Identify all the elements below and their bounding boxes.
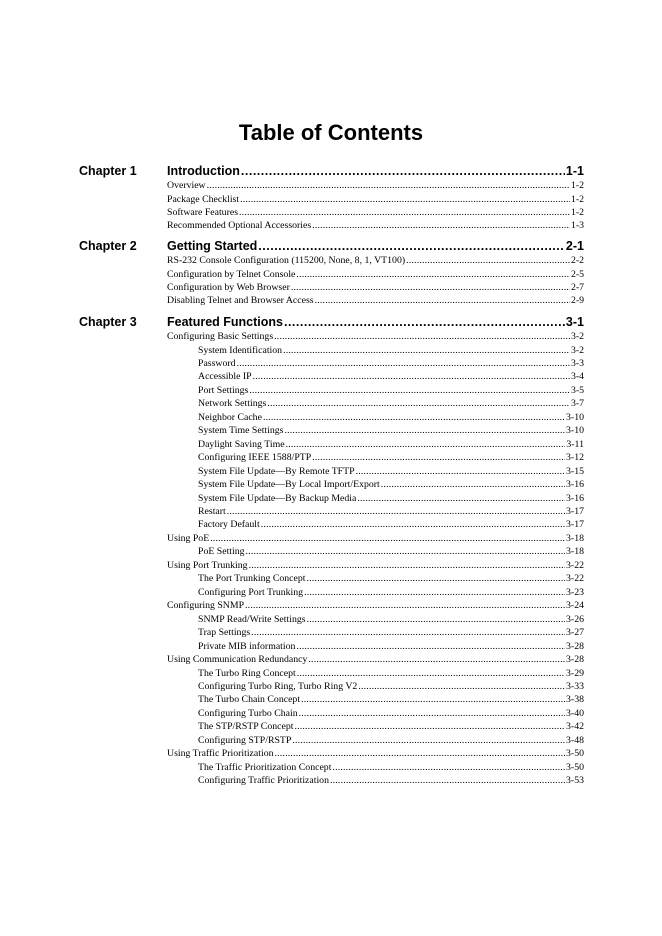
- toc-entry-page: 3-17: [566, 519, 584, 531]
- toc-entry-page: 3-26: [566, 613, 584, 625]
- toc-entry-title: Introduction: [167, 164, 240, 178]
- toc-entry-page: 3-3: [570, 357, 584, 369]
- toc-entry-page: 3-22: [566, 573, 584, 585]
- toc-leader-dots: [241, 163, 565, 179]
- toc-subsection-entry[interactable]: [198, 667, 584, 680]
- toc-section-entry[interactable]: [167, 653, 584, 666]
- toc-leader-dots: [294, 720, 565, 733]
- toc-leader-dots: [253, 370, 570, 383]
- toc-section-entry[interactable]: [167, 330, 584, 343]
- toc-leader-dots: [267, 397, 570, 410]
- toc-entry-title: Port Settings: [198, 384, 249, 396]
- toc-entry-page: 3-53: [566, 775, 584, 787]
- toc-entry-title: Using Port Trunking: [167, 559, 248, 571]
- toc-leader-dots: [210, 532, 565, 545]
- toc-subsection-entry[interactable]: [198, 640, 584, 653]
- toc-entry-title: Configuration by Telnet Console: [167, 268, 296, 280]
- toc-leader-dots: [406, 254, 570, 267]
- toc-leader-dots: [297, 667, 565, 680]
- toc-subsection-entry[interactable]: [198, 720, 584, 733]
- toc-entry-page: 3-16: [566, 479, 584, 491]
- toc-entry-page: 3-17: [566, 506, 584, 517]
- toc-leader-dots: [245, 599, 565, 612]
- toc-section-entry[interactable]: [167, 193, 584, 206]
- toc-subsection-entry[interactable]: [198, 545, 584, 558]
- toc-leader-dots: [246, 545, 565, 558]
- toc-entry-page: 3-28: [566, 640, 584, 652]
- toc-section-entry[interactable]: [167, 532, 584, 545]
- toc-entry-title: System File Update—By Backup Media: [198, 492, 357, 504]
- toc-entry-page: 3-22: [566, 559, 584, 571]
- toc-entry-title: RS-232 Console Configuration (115200, None, 8, 1, VT100): [167, 255, 406, 266]
- toc-entry-page: 3-10: [566, 425, 584, 437]
- toc-entry-page: 3-40: [566, 707, 584, 719]
- toc-entry-page: 1-2: [570, 206, 584, 218]
- toc-entry-title: Overview: [167, 180, 206, 191]
- toc-entry-page: 3-5: [570, 384, 584, 396]
- toc-chapter-entry[interactable]: [167, 238, 584, 254]
- toc-section-entry[interactable]: [167, 254, 584, 267]
- toc-section-entry[interactable]: [167, 206, 584, 219]
- toc-leader-dots: [381, 478, 565, 491]
- toc-leader-dots: [263, 411, 565, 424]
- toc-entry-page: 2-9: [570, 295, 584, 307]
- toc-leader-dots: [358, 680, 565, 693]
- toc-leader-dots: [301, 693, 565, 706]
- toc-subsection-entry[interactable]: [198, 693, 584, 706]
- toc-entry-title: Software Features: [167, 206, 239, 218]
- toc-leader-dots: [274, 330, 570, 343]
- toc-entry-page: 3-28: [566, 654, 584, 665]
- toc-subsection-entry[interactable]: [198, 492, 584, 505]
- toc-entry-page: 3-15: [566, 465, 584, 477]
- toc-entry-page: 3-23: [566, 586, 584, 598]
- toc-entry-title: Package Checklist: [167, 193, 240, 205]
- toc-leader-dots: [286, 438, 566, 451]
- chapter-label: Chapter 2: [79, 239, 137, 253]
- toc-entry-title: Configuring Port Trunking: [198, 586, 304, 598]
- chapter-label: Chapter 1: [79, 164, 137, 178]
- toc-entry-title: Disabling Telnet and Browser Access: [167, 295, 314, 307]
- toc-leader-dots: [251, 626, 565, 639]
- toc-entry-title: Using Traffic Prioritization: [167, 748, 274, 760]
- toc-subsection-entry[interactable]: [198, 626, 584, 639]
- toc-leader-dots: [296, 640, 565, 653]
- toc-subsection-entry[interactable]: [198, 761, 584, 774]
- toc-entry-page: 3-2: [570, 331, 584, 342]
- toc-entry-title: System Identification: [198, 344, 283, 356]
- toc-leader-dots: [227, 505, 565, 518]
- toc-entry-page: 3-24: [566, 600, 584, 612]
- toc-section-entry[interactable]: [167, 294, 584, 307]
- toc-leader-dots: [292, 734, 565, 747]
- toc-entry-title: Password: [198, 357, 236, 369]
- toc-leader-dots: [315, 294, 570, 307]
- toc-leader-dots: [284, 424, 565, 437]
- toc-leader-dots: [357, 492, 565, 505]
- toc-leader-dots: [299, 707, 565, 720]
- toc-entry-page: 3-33: [566, 681, 584, 692]
- toc-entry-title: Configuring Basic Settings: [167, 331, 274, 342]
- toc-entry-page: 3-4: [570, 371, 584, 383]
- toc-entry-title: Configuring IEEE 1588/PTP: [198, 452, 312, 464]
- toc-subsection-entry[interactable]: [198, 613, 584, 626]
- toc-section-entry[interactable]: [167, 559, 584, 572]
- toc-subsection-entry[interactable]: [198, 478, 584, 491]
- toc-entry-page: 1-2: [570, 180, 584, 191]
- toc-subsection-entry[interactable]: [198, 586, 584, 599]
- toc-leader-dots: [239, 206, 570, 219]
- toc-entry-title: Getting Started: [167, 239, 258, 253]
- toc-subsection-entry[interactable]: [198, 707, 584, 720]
- toc-entry-title: The STP/RSTP Concept: [198, 721, 294, 733]
- toc-entry-page: 3-12: [566, 452, 584, 464]
- toc-entry-title: Configuring Turbo Ring, Turbo Ring V2: [198, 681, 358, 692]
- toc-subsection-entry[interactable]: [198, 465, 584, 478]
- toc-subsection-entry[interactable]: [198, 572, 584, 585]
- toc-subsection-entry[interactable]: [198, 397, 584, 410]
- toc-entry-title: Using PoE: [167, 532, 210, 544]
- toc-entry-title: The Turbo Chain Concept: [198, 694, 301, 706]
- toc-entry-title: Configuring SNMP: [167, 600, 245, 612]
- toc-entry-page: 3-1: [565, 315, 584, 329]
- toc-subsection-entry[interactable]: [198, 357, 584, 370]
- toc-subsection-entry[interactable]: [198, 344, 584, 357]
- toc-leader-dots: [275, 747, 566, 760]
- toc-leader-dots: [307, 572, 566, 585]
- toc-leader-dots: [261, 518, 565, 531]
- toc-entry-title: SNMP Read/Write Settings: [198, 613, 306, 625]
- toc-entry-page: 1-1: [565, 164, 584, 178]
- page-title: Table of Contents: [238, 120, 424, 145]
- toc-entry-page: 3-48: [566, 734, 584, 746]
- toc-entry-page: 2-2: [570, 255, 584, 266]
- toc-entry-title: Configuring Turbo Chain: [198, 707, 298, 719]
- toc-entry-title: Configuration by Web Browser: [167, 281, 290, 293]
- toc-subsection-entry[interactable]: [198, 774, 584, 787]
- toc-entry-title: Neighbor Cache: [198, 411, 262, 423]
- toc-subsection-entry[interactable]: [198, 505, 584, 518]
- toc-leader-dots: [240, 193, 570, 206]
- toc-entry-page: 2-7: [570, 281, 584, 293]
- toc-entry-page: 3-10: [566, 411, 584, 423]
- toc-entry-title: The Turbo Ring Concept: [198, 667, 296, 679]
- toc-entry-page: 1-2: [570, 193, 584, 205]
- toc-leader-dots: [312, 451, 565, 464]
- toc-entry-title: Private MIB information: [198, 640, 296, 652]
- toc-entry-title: Recommended Optional Accessories: [167, 220, 312, 232]
- toc-subsection-entry[interactable]: [198, 451, 584, 464]
- toc-entry-title: The Port Trunking Concept: [198, 573, 306, 585]
- toc-section-entry[interactable]: [167, 281, 584, 294]
- toc-entry-page: 3-29: [566, 667, 584, 679]
- toc-section-entry[interactable]: [167, 747, 584, 760]
- toc-entry-page: 3-50: [566, 748, 584, 760]
- toc-section-entry[interactable]: [167, 179, 584, 192]
- toc-leader-dots: [237, 357, 570, 370]
- toc-entry-title: PoE Setting: [198, 546, 245, 558]
- toc-entry-title: Using Communication Redundancy: [167, 654, 308, 665]
- toc-leader-dots: [312, 219, 570, 232]
- toc-leader-dots: [291, 281, 570, 294]
- toc-entry-page: 3-50: [566, 761, 584, 773]
- toc-entry-title: Configuring Traffic Prioritization: [198, 775, 329, 787]
- toc-subsection-entry[interactable]: [198, 680, 584, 693]
- toc-leader-dots: [304, 586, 565, 599]
- toc-leader-dots: [284, 314, 565, 330]
- toc-entry-page: 2-5: [570, 268, 584, 280]
- toc-entry-title: Configuring STP/RSTP: [198, 734, 292, 746]
- toc-leader-dots: [207, 179, 570, 192]
- toc-entry-page: 3-18: [566, 532, 584, 544]
- toc-subsection-entry[interactable]: [198, 438, 584, 451]
- toc-chapter-entry[interactable]: [167, 314, 584, 330]
- toc-entry-page: 3-38: [566, 694, 584, 706]
- toc-entry-title: Trap Settings: [198, 627, 251, 639]
- toc-entry-page: 3-2: [570, 344, 584, 356]
- toc-subsection-entry[interactable]: [198, 424, 584, 437]
- chapter-label: Chapter 3: [79, 315, 137, 329]
- toc-leader-dots: [249, 559, 565, 572]
- toc-entry-title: Featured Functions: [167, 315, 283, 329]
- toc-subsection-entry[interactable]: [198, 384, 584, 397]
- toc-section-entry[interactable]: [167, 219, 584, 232]
- toc-entry-page: 3-16: [566, 492, 584, 504]
- toc-entry-page: 1-3: [570, 220, 584, 232]
- toc-entry-title: System File Update—By Local Import/Export: [198, 479, 380, 491]
- toc-entry-title: System File Update—By Remote TFTP: [198, 465, 355, 477]
- toc-subsection-entry[interactable]: [198, 734, 584, 747]
- toc-entry-title: Network Settings: [198, 398, 267, 410]
- toc-leader-dots: [330, 774, 565, 787]
- toc-subsection-entry[interactable]: [198, 518, 584, 531]
- toc-entry-page: 2-1: [565, 239, 584, 253]
- toc-entry-page: 3-11: [566, 438, 584, 450]
- toc-leader-dots: [258, 238, 565, 254]
- toc-entry-title: Factory Default: [198, 519, 260, 531]
- toc-entry-title: The Traffic Prioritization Concept: [198, 761, 332, 773]
- toc-leader-dots: [356, 465, 565, 478]
- toc-entry-title: Accessible IP: [198, 371, 252, 383]
- toc-section-entry[interactable]: [167, 268, 584, 281]
- toc-chapter-entry[interactable]: [167, 163, 584, 179]
- toc-entry-title: Restart: [198, 506, 226, 517]
- toc-entry-page: 3-18: [566, 546, 584, 558]
- toc-subsection-entry[interactable]: [198, 411, 584, 424]
- toc-entry-title: Daylight Saving Time: [198, 438, 285, 450]
- toc-entry-page: 3-7: [570, 398, 584, 410]
- toc-leader-dots: [308, 653, 565, 666]
- toc-leader-dots: [296, 268, 570, 281]
- toc-entry-page: 3-42: [566, 721, 584, 733]
- toc-subsection-entry[interactable]: [198, 370, 584, 383]
- toc-section-entry[interactable]: [167, 599, 584, 612]
- toc-entry-page: 3-27: [566, 627, 584, 639]
- toc-leader-dots: [249, 384, 570, 397]
- toc-leader-dots: [283, 344, 570, 357]
- toc-entry-title: System Time Settings: [198, 425, 284, 437]
- toc-leader-dots: [307, 613, 565, 626]
- toc-leader-dots: [332, 761, 565, 774]
